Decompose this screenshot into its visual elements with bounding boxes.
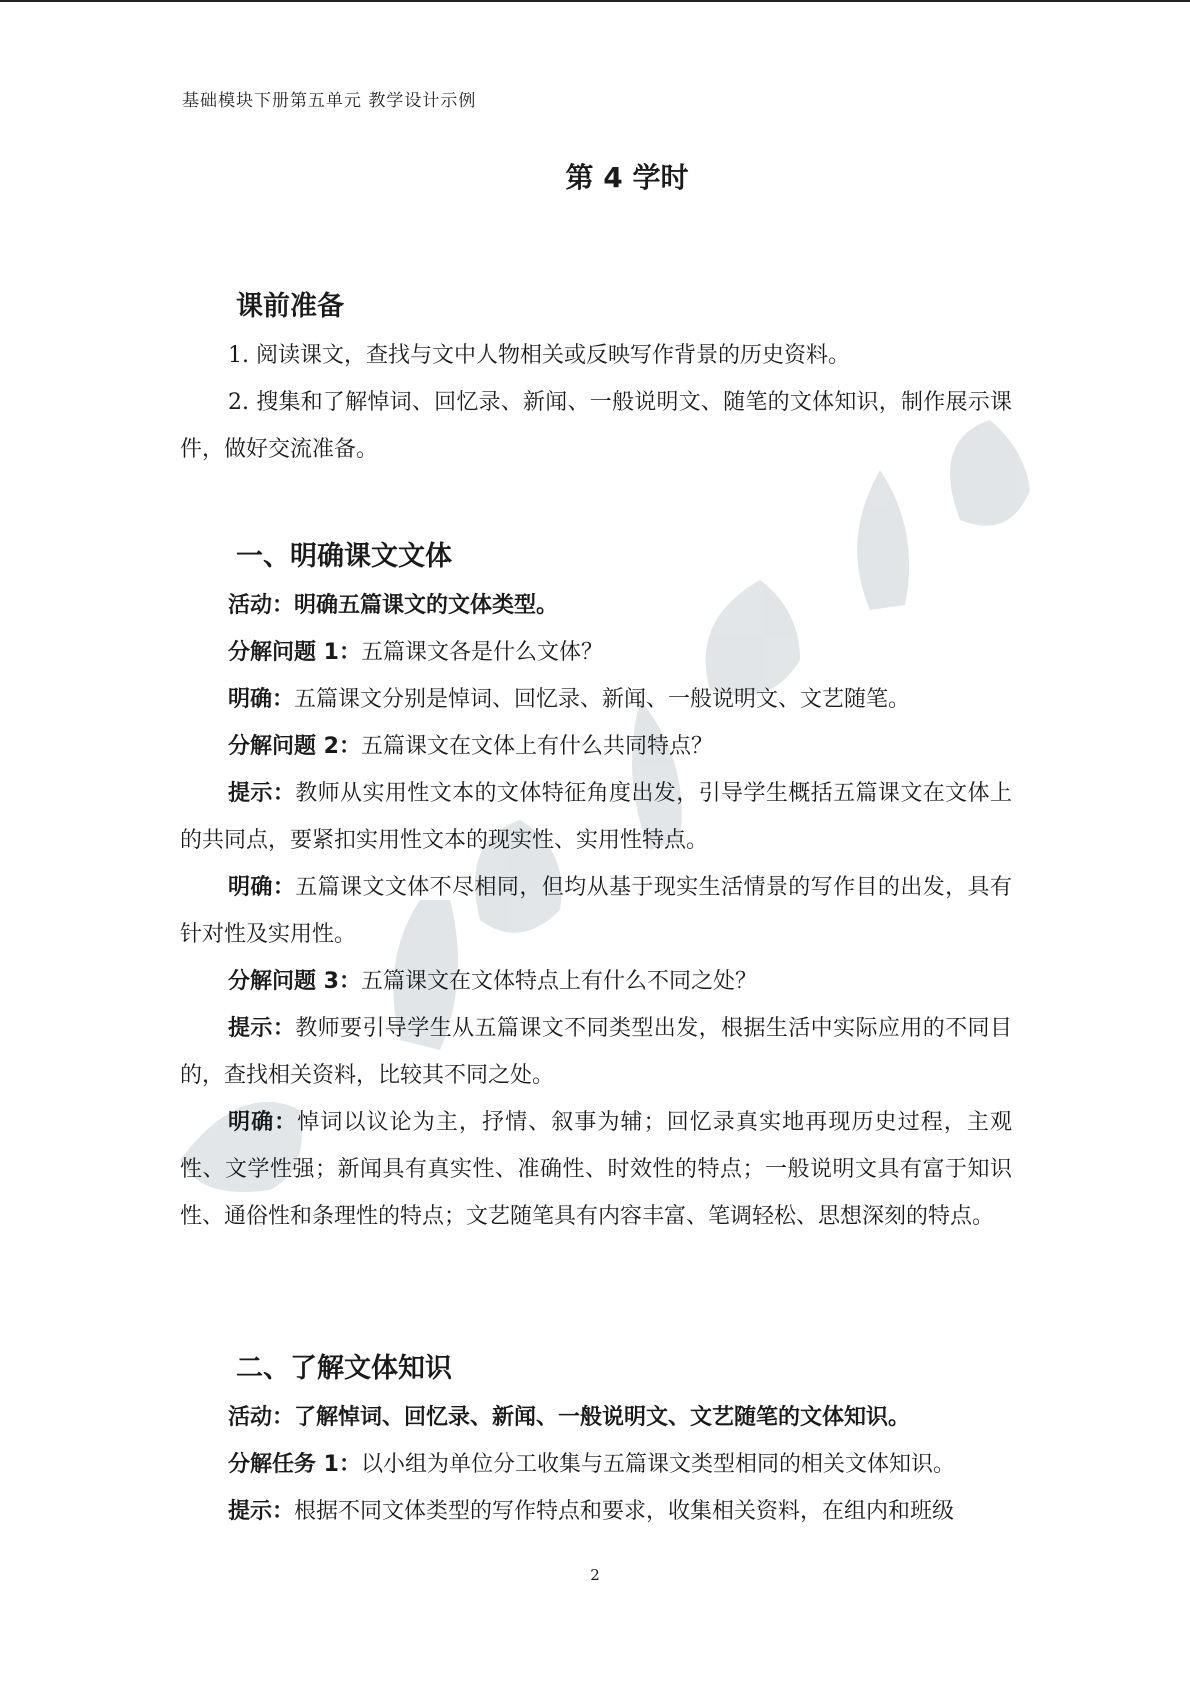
- text: 五篇课文分别是悼词、回忆录、新闻、一般说明文、文艺随笔。: [294, 687, 911, 712]
- label: 提示：: [228, 1016, 296, 1041]
- s1-answer-2: [180, 864, 1012, 958]
- page-number: 2: [590, 1566, 600, 1584]
- label: 明确：: [228, 875, 296, 900]
- s1-answer-1: [180, 676, 1012, 723]
- label: 明确：: [228, 687, 295, 712]
- s2-tip-1: [180, 1488, 1012, 1535]
- heading-prep: 课前准备: [236, 291, 344, 322]
- s1-activity-text: 活动：明确五篇课文的文体类型。: [228, 593, 559, 618]
- label: 提示：: [228, 781, 296, 806]
- text: 五篇课文在文体上有什么共同特点？: [360, 734, 713, 759]
- label: 分解问题 3：: [228, 969, 361, 994]
- text: 根据不同文体类型的写作特点和要求，收集相关资料，在组内和班级: [294, 1499, 955, 1524]
- s2-activity: [180, 1394, 1012, 1441]
- heading-section-1: 一、明确课文文体: [236, 541, 452, 572]
- label: 分解问题 1：: [228, 640, 361, 665]
- s1-question-2: [180, 723, 1012, 770]
- s1-activity: [180, 582, 1012, 629]
- s1-tip-3: [180, 1005, 1012, 1099]
- s1-answer-3: [180, 1099, 1012, 1240]
- s1-question-1: [180, 629, 1012, 676]
- text: 五篇课文文体不尽相同，但均从基于现实生活情景的写作目的出发，具有针对性及实用性。: [180, 875, 1012, 947]
- label: 明确：: [228, 1110, 298, 1135]
- label: 提示：: [228, 1499, 295, 1524]
- prep-item-2: 2. 搜集和了解悼词、回忆录、新闻、一般说明文、随笔的文体知识，制作展示课件，做好交流准备。: [180, 390, 1012, 462]
- text: 以小组为单位分工收集与五篇课文类型相同的相关文体知识。: [360, 1452, 955, 1477]
- label: 分解任务 1：: [228, 1452, 361, 1477]
- s2-activity-text: 活动：了解悼词、回忆录、新闻、一般说明文、文艺随笔的文体知识。: [228, 1405, 911, 1430]
- s1-tip-2: [180, 770, 1012, 864]
- s1-question-3: [180, 958, 1012, 1005]
- page-title: 第 4 学时: [565, 161, 689, 194]
- prep-item-1: 1. 阅读课文，查找与文中人物相关或反映写作背景的历史资料。: [228, 343, 850, 368]
- text: 五篇课文各是什么文体？: [360, 640, 603, 665]
- page-header: 基础模块下册第五单元 教学设计示例: [182, 91, 477, 111]
- heading-section-2: 二、了解文体知识: [236, 1353, 452, 1384]
- label: 分解问题 2：: [228, 734, 361, 759]
- text: 教师要引导学生从五篇课文不同类型出发，根据生活中实际应用的不同目的，查找相关资料，比较其不同之处。: [180, 1016, 1012, 1088]
- text: 教师从实用性文本的文体特征角度出发，引导学生概括五篇课文在文体上的共同点，要紧扣实用性文本的现实性、实用性特点。: [180, 781, 1012, 853]
- text: 悼词以议论为主，抒情、叙事为辅；回忆录真实地再现历史过程，主观性、文学性强；新闻具有真实性、准确性、时效性的特点；一般说明文具有富于知识性、通俗性和条理性的特点；文艺随笔具有内容丰富、笔调轻松、思想深刻的特点。: [180, 1110, 1012, 1229]
- top-rule: [0, 0, 1190, 2]
- s2-task-1: [180, 1441, 1012, 1488]
- text: 五篇课文在文体特点上有什么不同之处？: [360, 969, 757, 994]
